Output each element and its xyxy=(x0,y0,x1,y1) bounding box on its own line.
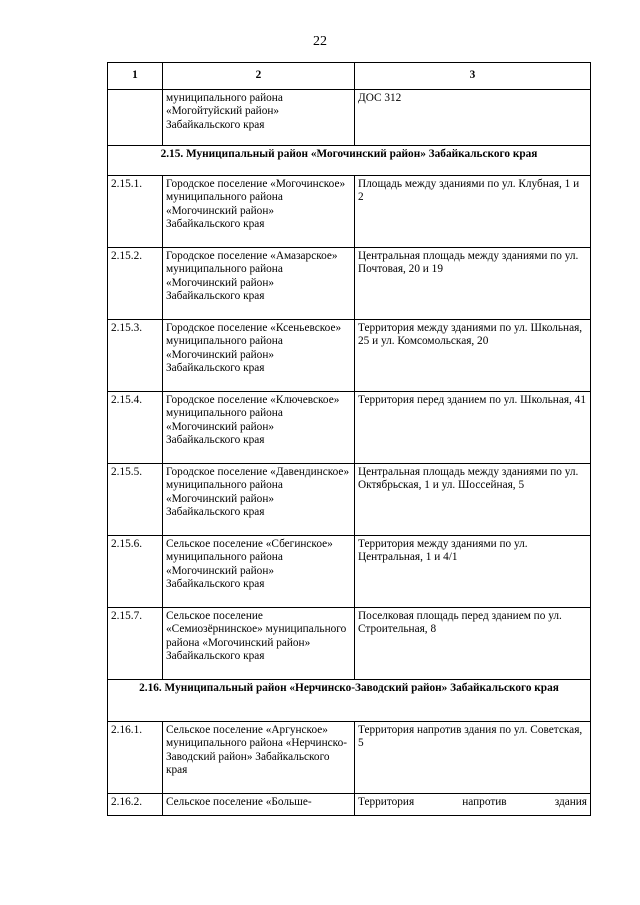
row-location: Территория напротив здания по ул. Советская, 5 xyxy=(355,722,591,794)
table-row xyxy=(108,722,591,794)
section-row xyxy=(108,680,591,722)
row-settlement: Сельское поселение «Аргунское» муниципального района «Нерчинско-Заводский район» Забайкальского края xyxy=(163,722,355,794)
row-number: 2.16.2. xyxy=(108,794,163,816)
row-settlement: Городское поселение «Давендинское» муниципального района «Могочинский район» Забайкальского края xyxy=(163,464,355,536)
row-location: Территория между зданиями по ул. Центральная, 1 и 4/1 xyxy=(355,536,591,608)
row-number: 2.15.2. xyxy=(108,248,163,320)
table-row xyxy=(108,608,591,680)
row-settlement: муниципального района «Могойтуйский район» Забайкальского края xyxy=(163,90,355,146)
row-location: Площадь между зданиями по ул. Клубная, 1 и 2 xyxy=(355,176,591,248)
table-row xyxy=(108,536,591,608)
row-location: Территория между зданиями по ул. Школьная, 25 и ул. Комсомольская, 20 xyxy=(355,320,591,392)
row-location: Территория напротив здания xyxy=(355,794,591,816)
row-number: 2.15.3. xyxy=(108,320,163,392)
header-col-1: 1 xyxy=(108,63,163,90)
row-number: 2.15.1. xyxy=(108,176,163,248)
row-number: 2.15.5. xyxy=(108,464,163,536)
row-settlement: Сельское поселение «Семиозёрнинское» муниципального района «Могочинский район» Забайкальского края xyxy=(163,608,355,680)
row-settlement: Сельское поселение «Больше- xyxy=(163,794,355,816)
table-row xyxy=(108,392,591,464)
section-title: 2.15. Муниципальный район «Могочинский район» Забайкальского края xyxy=(108,146,591,176)
row-location: Центральная площадь между зданиями по ул. Почтовая, 20 и 19 xyxy=(355,248,591,320)
row-settlement: Городское поселение «Могочинское» муниципального района «Могочинский район» Забайкальского края xyxy=(163,176,355,248)
row-location: ДОС 312 xyxy=(355,90,591,146)
header-col-2: 2 xyxy=(163,63,355,90)
row-number: 2.15.4. xyxy=(108,392,163,464)
row-settlement: Городское поселение «Ксеньевское» муниципального района «Могочинский район» Забайкальского края xyxy=(163,320,355,392)
table-row-continuation xyxy=(108,90,591,146)
table-row xyxy=(108,320,591,392)
row-number: 2.15.6. xyxy=(108,536,163,608)
table-row xyxy=(108,176,591,248)
row-settlement: Городское поселение «Амазарское» муниципального района «Могочинский район» Забайкальского края xyxy=(163,248,355,320)
table-header-row xyxy=(108,63,591,90)
section-row xyxy=(108,146,591,176)
section-title: 2.16. Муниципальный район «Нерчинско-Заводский район» Забайкальского края xyxy=(108,680,591,722)
row-number xyxy=(108,90,163,146)
page-number: 22 xyxy=(313,34,327,49)
table-row xyxy=(108,248,591,320)
row-number: 2.15.7. xyxy=(108,608,163,680)
table-row xyxy=(108,464,591,536)
row-settlement: Городское поселение «Ключевское» муниципального района «Могочинский район» Забайкальского края xyxy=(163,392,355,464)
row-location: Центральная площадь между зданиями по ул. Октябрьская, 1 и ул. Шоссейная, 5 xyxy=(355,464,591,536)
table-row xyxy=(108,794,591,816)
header-col-3: 3 xyxy=(355,63,591,90)
row-location: Поселковая площадь перед зданием по ул. Строительная, 8 xyxy=(355,608,591,680)
row-number: 2.16.1. xyxy=(108,722,163,794)
row-location: Территория перед зданием по ул. Школьная, 41 xyxy=(355,392,591,464)
row-settlement: Сельское поселение «Сбегинское» муниципального района «Могочинский район» Забайкальского края xyxy=(163,536,355,608)
document-table xyxy=(107,62,591,816)
